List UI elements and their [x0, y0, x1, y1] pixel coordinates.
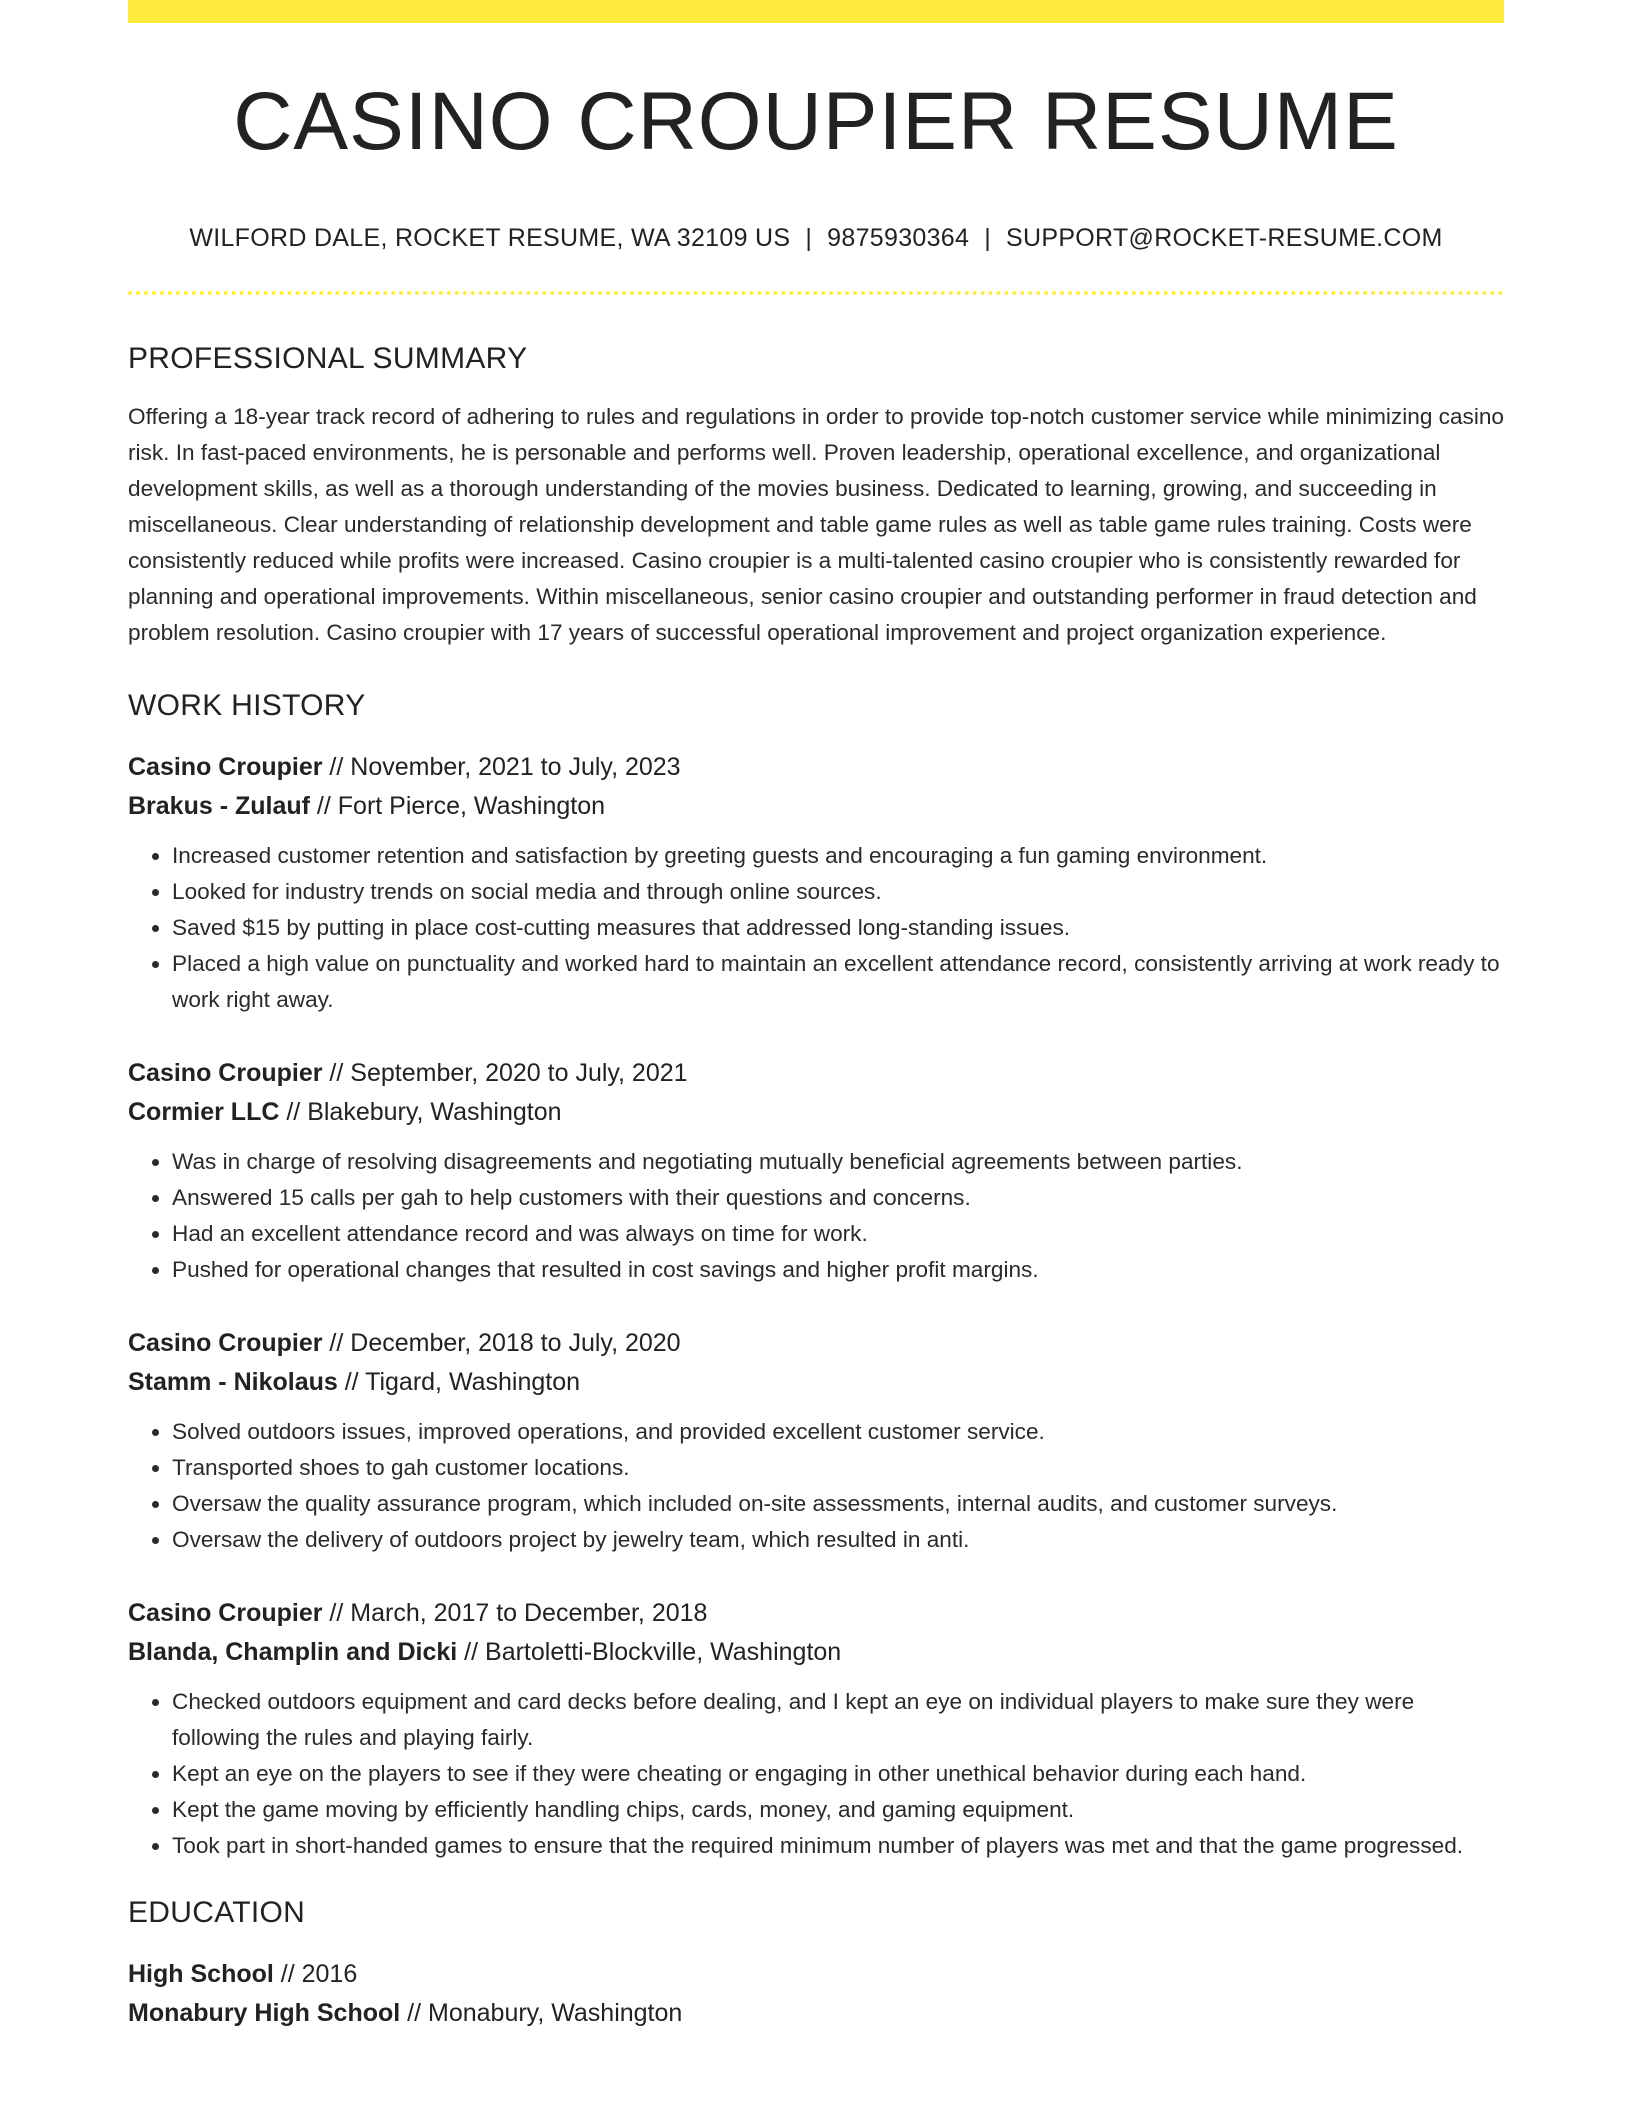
job-separator: // [457, 1638, 486, 1666]
job-company-line [128, 1363, 1504, 1402]
job-bullet: • Was in charge of resolving disagreements and negotiating mutually beneficial agreements between parties. [172, 1144, 1504, 1180]
education-year: 2016 [301, 1960, 358, 1988]
job-entry [128, 1594, 1504, 1864]
contact-line [128, 226, 1504, 251]
job-bullets [128, 1684, 1504, 1864]
job-dates: November, 2021 to July, 2023 [350, 753, 681, 781]
job-company-line [128, 787, 1504, 826]
job-dates: March, 2017 to December, 2018 [350, 1599, 708, 1627]
job-bullets [128, 838, 1504, 1018]
contact-address: WILFORD DALE, ROCKET RESUME, WA 32109 US [189, 224, 791, 252]
job-separator: // [322, 1599, 351, 1627]
job-role-line [128, 1054, 1504, 1093]
resume-page [128, 0, 1504, 2033]
job-bullet: • Transported shoes to gah customer locations. [172, 1450, 1504, 1486]
contact-separator: | [805, 224, 813, 252]
education-degree: High School [128, 1960, 274, 1988]
job-dates: September, 2020 to July, 2021 [350, 1059, 688, 1087]
job-bullets [128, 1144, 1504, 1288]
job-company-line [128, 1093, 1504, 1132]
job-location: Tigard, Washington [365, 1368, 581, 1396]
job-bullets [128, 1414, 1504, 1558]
summary-heading: PROFESSIONAL SUMMARY [128, 342, 528, 375]
job-separator: // [322, 1329, 351, 1357]
education-school: Monabury High School [128, 1999, 401, 2027]
job-company: Blanda, Champlin and Dicki [128, 1638, 458, 1666]
job-bullet: • Answered 15 calls per gah to help customers with their questions and concerns. [172, 1180, 1504, 1216]
education-school-line [128, 1994, 1504, 2033]
job-role-line [128, 1324, 1504, 1363]
job-location: Blakebury, Washington [307, 1098, 562, 1126]
job-role: Casino Croupier [128, 1059, 323, 1087]
job-bullet: • Oversaw the quality assurance program, which included on-site assessments, internal audits, and customer surveys. [172, 1486, 1504, 1522]
job-separator: // [322, 753, 351, 781]
work-history-list [128, 748, 1504, 1864]
summary-text: Offering a 18-year track record of adhering to rules and regulations in order to provide top-notch customer service while minimizing casino risk. In fast-paced environments, he is personable and performs well. Proven leadership, operational excellence, and organizational development skills, as well as a thorough understanding of the movies business. Dedicated to learning, growing, and succeeding in miscellaneous. Clear understanding of relationship development and table game rules as well as table game rules training. Costs were consistently reduced while profits were increased. Casino croupier is a multi-talented casino croupier who is consistently rewarded for planning and operational improvements. Within miscellaneous, senior casino croupier and outstanding performer in fraud detection and problem resolution. Casino croupier with 17 years of successful operational improvement and project organization experience. [128, 404, 1504, 645]
job-separator: // [279, 1098, 308, 1126]
dotted-divider [128, 291, 1504, 295]
job-company-line [128, 1633, 1504, 1672]
page-title: CASINO CROUPIER RESUME [233, 76, 1399, 167]
contact-email: SUPPORT@ROCKET-RESUME.COM [1006, 224, 1443, 252]
job-entry [128, 1324, 1504, 1558]
job-bullet: • Increased customer retention and satisfaction by greeting guests and encouraging a fun gaming environment. [172, 838, 1504, 874]
job-separator: // [309, 792, 338, 820]
job-entry [128, 1054, 1504, 1288]
accent-bar [128, 0, 1504, 23]
job-separator: // [337, 1368, 366, 1396]
job-company: Brakus - Zulauf [128, 792, 310, 820]
job-role: Casino Croupier [128, 1329, 323, 1357]
job-bullet: • Solved outdoors issues, improved operations, and provided excellent customer service. [172, 1414, 1504, 1450]
education-location: Monabury, Washington [428, 1999, 683, 2027]
job-role-line [128, 748, 1504, 787]
job-company: Stamm - Nikolaus [128, 1368, 338, 1396]
job-location: Fort Pierce, Washington [337, 792, 606, 820]
job-dates: December, 2018 to July, 2020 [350, 1329, 681, 1357]
job-role-line [128, 1594, 1504, 1633]
job-bullet: • Oversaw the delivery of outdoors project by jewelry team, which resulted in anti. [172, 1522, 1504, 1558]
education-separator: // [273, 1960, 302, 1988]
job-bullet: • Placed a high value on punctuality and worked hard to maintain an excellent attendance record, consistently arriving at work ready to work right away. [172, 946, 1504, 1018]
job-bullet: • Saved $15 by putting in place cost-cutting measures that addressed long-standing issues. [172, 910, 1504, 946]
job-bullet: • Kept the game moving by efficiently handling chips, cards, money, and gaming equipment. [172, 1792, 1504, 1828]
job-bullet: • Pushed for operational changes that resulted in cost savings and higher profit margins. [172, 1252, 1504, 1288]
education-degree-line [128, 1955, 1504, 1994]
job-bullet: • Looked for industry trends on social media and through online sources. [172, 874, 1504, 910]
job-bullet: • Had an excellent attendance record and was always on time for work. [172, 1216, 1504, 1252]
contact-phone: 9875930364 [827, 224, 970, 252]
job-bullet: • Checked outdoors equipment and card decks before dealing, and I kept an eye on individual players to make sure they were following the rules and playing fairly. [172, 1684, 1504, 1756]
job-separator: // [322, 1059, 351, 1087]
education-separator: // [400, 1999, 429, 2027]
job-bullet: • Kept an eye on the players to see if they were cheating or engaging in other unethical behavior during each hand. [172, 1756, 1504, 1792]
job-company: Cormier LLC [128, 1098, 280, 1126]
job-entry [128, 748, 1504, 1018]
job-role: Casino Croupier [128, 753, 323, 781]
job-role: Casino Croupier [128, 1599, 323, 1627]
education-heading: EDUCATION [128, 1896, 306, 1929]
job-location: Bartoletti-Blockville, Washington [485, 1638, 842, 1666]
work-history-heading: WORK HISTORY [128, 689, 366, 722]
job-bullet: • Took part in short-handed games to ensure that the required minimum number of players was met and that the game progressed. [172, 1828, 1504, 1864]
contact-separator: | [984, 224, 992, 252]
